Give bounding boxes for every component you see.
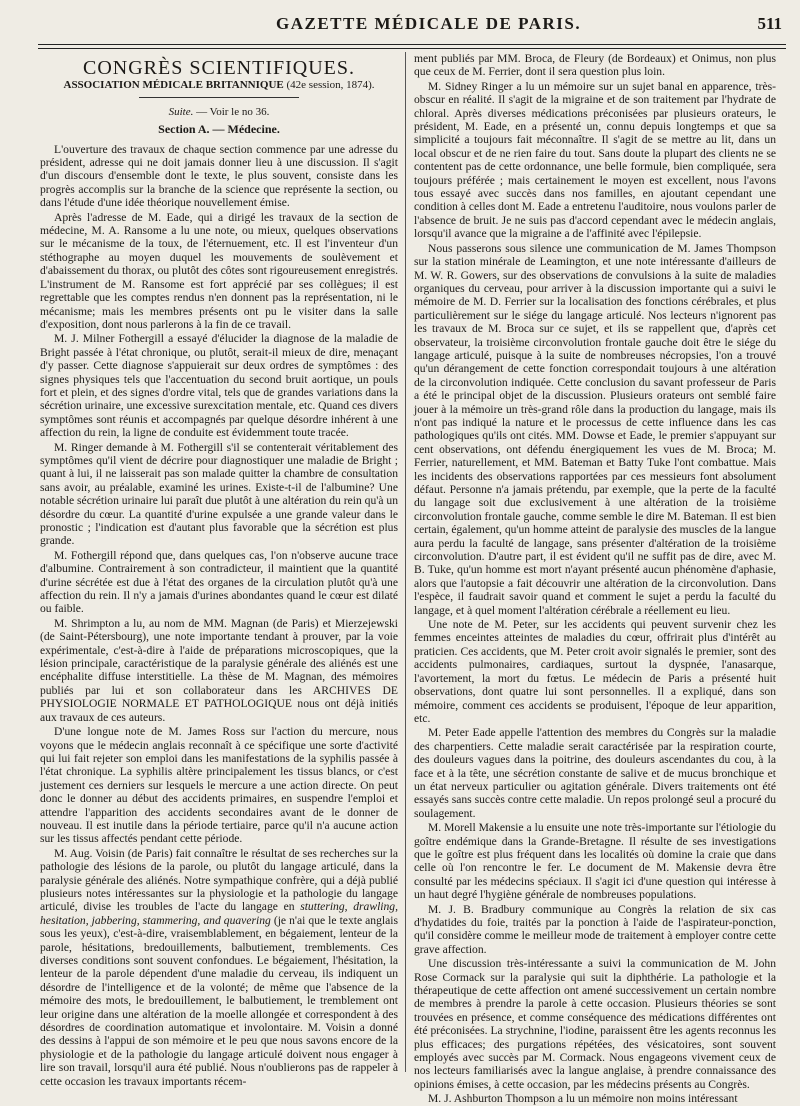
journal-title: GAZETTE MÉDICALE DE PARIS. — [276, 14, 582, 33]
paragraph-2: Après l'adresse de M. Eade, qui a dirigé les travaux de la section de médecine, M. A. Ransome a lu une note, ou mieux, quelques observations sur le mécanisme de la toux, de l'éternuement, etc. Il est l'inventeur d'un stéthographe au moyen duquel les mouvements de soulèvement et d'abaissement du thorax, ou plutôt des côtes sont rigoureusement enregistrés. L'instrument de M. Ransome est fort apprécié par ses collègues; il est regrettable que les comptes rendus n'en donnent pas la représentation, ni le mécanisme; mais les membres présents ont pu le visiter dans la salle d'exposition, dont nous parlerons à la fin de ce travail. — [40, 210, 398, 331]
running-header — [38, 12, 786, 42]
paragraph-8 — [40, 847, 398, 1088]
suite-label: Suite. — [168, 105, 194, 118]
left-column — [40, 52, 398, 1088]
paragraph-r8: M. J. Ashburton Thompson a lu un mémoire non moins intéressant — [428, 1092, 738, 1106]
paragraph-r6: M. J. B. Bradbury communique au Congrès la relation de six cas d'hydatides du foie, traités par la ponction à l'aide de l'aspirateur-ponction, qu'il considère comme le meilleur mode de traitement à employer contre cette grave affection. — [414, 902, 776, 956]
paragraph-continued: ment publiés par MM. Broca, de Fleury (de Bordeaux) et Onimus, non plus que ceux de M. Ferrier, dont il sera question plus loin. — [414, 52, 776, 79]
suite-reference: — Voir le no 36. — [196, 105, 270, 118]
column-divider — [405, 52, 406, 1072]
paragraph-r2: Nous passerons sous silence une communication de M. James Thompson sur la station minérale de Leamington, et une note intéressante d'ailleurs de M. W. R. Gowers, sur des observations de convulsions à la suite de maladies organiques du cerveau, pour arriver à la discussion importante qui a suivi le mémoire de M. D. Ferrier sur la localisation des fonctions cérébrales, et plus particulièrement sur le siége du langage articulé. Nos lecteurs n'ignorent pas les travaux de M. Broca sur ce sujet, et ils se rappellent que, d'après cet observateur, la troisième circonvolution frontale gauche doit être le siége du langage articulé, puisque à la suite de nombreuses nécropsies, l'on a trouvé qu'un dérangement de cette fonction correspondait toujours à une altération de la circonvolution indiquée. Cette conclusion du savant professeur de Paris a été le principal objet de la discussion. Plusieurs orateurs ont semblé faire jouer à la mémoire un très-grand rôle dans la production du langage, mais ils n'ont pas indiqué la nature et le processus de cette influence dans les cas pathologiques qu'ils ont cités. MM. Dowse et Eade, le premier s'appuyant sur cent observations, ont défendu énergiquement les vues de M. Broca; M. Ferrier, naturellement, et MM. Bateman et Batty Tuke l'ont combattue. Mais les incidents des observations rapportées par ces messieurs font absolument défaut. Personne n'a jamais prétendu, par exemple, que la perte de la faculté du langage soit due exclusivement à une altération de la troisième circonvolution frontale gauche, comme semble le dire M. Bateman. Il est bien certain, également, qu'un homme atteint de paralysie des muscles de la langue aura perdu la faculté de langage, sans présenter d'altération de la troisième circonvolution. D'autre part, il est évident qu'il ne suffit pas de dire, avec M. B. Tuke, qu'un homme est mort n'ayant présenté aucun phénomène d'aphasie, alors que l'autopsie a fait découvrir une altération de la circonvolution. Dans l'espèce, il faudrait savoir quand et comment le sujet a perdu la faculté du langage, et à quel moment l'altération cérébrale a réellement eu lieu. — [414, 241, 776, 617]
association-session: (42e session, 1874). — [286, 79, 375, 92]
paragraph-r1: M. Sidney Ringer a lu un mémoire sur un sujet banal en apparence, très-obscur en réalité. Il s'agit de la migraine et de son traitement par l'hydrate de chloral. Après diverses médications préconisées par plusieurs orateurs, le président, M. Eade, en a présenté un, connu depuis longtemps et que sa simplicité a toujours fait méconnaître. Il s'agit de se mettre au lit, dans un local obscur et de ne rien faire du tout. Sans doute la plupart des clients ne se contentent pas de cette ordonnance, une belle formule, bien compliquée, sera toujours préférée ; mais certainement le moyen est excellent, nous l'avons tous essayé avec succès dans nos familles, en ajoutant cependant une condition à celles dont M. Eade a entretenu l'auditoire, nous voulons parler de l'absence de bruit. Je ne suis pas d'accord cependant avec le médecin anglais, lorsqu'il avance que la migraine a de l'affinité avec l'épilepsie. — [414, 79, 776, 241]
paragraph-r3: Une note de M. Peter, sur les accidents qui peuvent survenir chez les femmes enceintes atteintes de maladies du cœur, offrirait plus d'intérêt au praticien. Ces accidents, que M. Peter croit avoir signalés le premier, sont des accidents pulmonaires, cardiaques, surtout la dyspnée, l'anasarque, l'avortement, la mort du fœtus. Le médecin de Paris a présenté huit observations, dont quatre lui sont personnelles. Il a expliqué, dans son mémoire, comment ces accidents se produisent, l'époque de leur apparition, etc. — [414, 618, 776, 725]
paragraph-7: D'une longue note de M. James Ross sur l'action du mercure, nous voyons que le médecin anglais reconnaît à ce spécifique une sorte d'activité qui lui fait rejeter son emploi dans les manifestations de la syphilis passée à l'état chronique. La syphilis altère principalement les tissus blancs, or c'est justement ces derniers sur lesquels le mercure a une action directe. On peut donc le donner au début des accidents primaires, en suspendre l'emploi et attendre l'apparition des accidents secondaires avant de le donner de nouveau. Il est inutile dans la période tertiaire, parce qu'il n'a aucune action sur les tissus affectés pendant cette période. — [40, 725, 398, 846]
paragraph-8-terms: stuttering, drawling, hesitation, jabbering, stammering, and quavering — [40, 900, 398, 927]
paragraph-r5: M. Morell Makensie a lu ensuite une note très-importante sur l'étiologie du goître endémique dans la Grande-Bretagne. Il résulte de ses investigations que le goître est plus fréquent dans les localités où domine la craie que dans celle où l'on rencontre le fer. Le document de M. Makensie devra être consulté par les médecins spéciaux. Il s'agit ici d'une question qui intéresse à un haut degré l'hygiène générale de nombreuses populations. — [414, 821, 776, 902]
paragraph-3: M. J. Milner Fothergill a essayé d'élucider la diagnose de la maladie de Bright passée à l'état chronique, ou plutôt, serait-il mieux de dire, menaçant d'y passer. Cette diagnose s'appuierait sur deux ordres de symptômes : des signes physiques tels que l'accentuation du second bruit aortique, un pouls fort et plein, et des signes d'ordre vital, tels que de grandes variations dans la sécrétion urinaire, une excessive surexcitation mentale, etc. Quand ces divers symptômes sont réunis et accompagnés par quelque désordre inhérent à une affection du rein, la ligne de conduite est évidemment toute tracée. — [40, 332, 398, 440]
paragraph-8-end: (je n'ai que le texte anglais sous les yeux), c'est-à-dire, vraisemblablement, en bégaiement, lenteur de la parole, hésitations, bredouillements, balbutiement, tremblements. Ces diverses conditions sont souvent confondues. Le bégaiement, l'hésitation, la lenteur de la parole dépendent d'une maladie du cerveau, ils indiquent un désordre de l'intelligence et de la volonté; de même que l'absence de la mémoire des mots, le bredouillement, le balbutiement, le tremblement ont leur origine dans une altération de la moelle allongée et correspondent à des désordres de coordination automatique et involontaire. M. Voisin a donné des dessins à l'appui de son mémoire et le peu que nous savons encore de la physiologie et de la pathologie du langage articulé doivent nous engager à lire son travail, lorsqu'il aura été publié. Nous n'oublierons pas de rappeler à cette occasion les travaux importants récem- — [40, 913, 398, 1088]
subsection-title: Section A. — Médecine. — [158, 122, 280, 137]
section-heading: CONGRÈS SCIENTIFIQUES. — [82, 57, 356, 79]
paragraph-8-start: M. Aug. Voisin (de Paris) fait connaître le résultat de ses recherches sur la pathologie des lésions de la parole, ou plutôt du langage articulé, dans la paralysie générale des aliénés. Notre sympathique confrère, qui a déjà publié plusieurs notes intéressantes sur la physiologie et la pathologie du langage articulé, divise les troubles de l'acte du langage en — [40, 846, 398, 914]
paragraph-4: M. Ringer demande à M. Fothergill s'il se contenterait véritablement des symptômes qu'il vient de décrire pour diagnostiquer une maladie de Bright ; quant à lui, il ne laisserait pas son malade quitter la chambre de consultation sans avoir, au préalable, examiné les urines. Existe-t-il de l'albumine? Une notable sécrétion urinaire lui paraît due plutôt à une altération du rein qu'à un désordre du cœur. La quantité d'urine expulsée a une grande valeur dans le pronostic ; l'indication est d'autant plus favorable que la sécrétion est plus grande. — [40, 440, 398, 548]
paragraph-5: M. Fothergill répond que, dans quelques cas, l'on n'observe aucune trace d'albumine. Contrairement à son contradicteur, il maintient que la quantité d'urine sécrétée est due à l'état des organes de la circulation plutôt qu'à une affection du rein. Il n'y a jamais d'urines abondantes quand le cœur est dilaté ou faible. — [40, 548, 398, 616]
paragraph-r7: Une discussion très-intéressante a suivi la communication de M. John Rose Cormack sur la paralysie qui suit la diphthérie. La pathologie et la thérapeutique de cette affection ont amené successivement un certain nombre de membres à prendre la parole à cette occasion. Plusieurs théories se sont trouvées en présence, et comme conséquence des médications différentes ont été préconisées. La strychnine, l'iodine, paraissent être les agents reconnus les plus efficaces; des purgations répétées, des vésicatoires, sont souvent employés avec succès par M. Cormack. Nous engageons vivement ceux de nos lecteurs familiarisés avec la langue anglaise, à prendre connaissance des opinions émises, à cette occasion, par les médecins présents au Congrès. — [414, 957, 776, 1091]
paragraph-r4: M. Peter Eade appelle l'attention des membres du Congrès sur la maladie des charpentiers. Cette maladie serait caractérisée par la respiration courte, des douleurs vagues dans la poitrine, des douleurs ascendantes du cou, à la face et à la tête, une sécrétion constante de salive et de mucus bronchique et un état nerveux particulier ou agitation générale. Divers traitements ont été essayés sans succès contre cette maladie. Un repos prolongé seul a procuré du soulagement. — [414, 726, 776, 820]
paragraph-1: L'ouverture des travaux de chaque section commence par une adresse du président, adresse qui ne doit jamais donner lieu à une discussion. Il s'agit d'un discours d'ensemble dont le texte, le plus souvent, consiste dans les progrès accomplis sur la branche de la science que représente la section, ou dans l'étude d'une idée théorique nouvellement émise. — [40, 142, 398, 210]
page-number: 511 — [757, 14, 782, 33]
association-line — [40, 79, 398, 92]
header-rule-thin — [38, 48, 786, 49]
association-name: ASSOCIATION MÉDICALE BRITANNIQUE — [63, 79, 284, 92]
right-column — [414, 52, 776, 1106]
header-rule — [38, 44, 786, 45]
paragraph-6: M. Shrimpton a lu, au nom de MM. Magnan (de Paris) et Mierzejewski (de Saint-Pétersbourg), une note importante tendant à prouver, par la voie expérimentale, c'est-à-dire à l'aide de préparations microscopiques, que la lésion principale, caractéristique de la paralysie générale des aliénés est une encéphalite diffuse interstitielle. La thèse de M. Magnan, des mémoires publiés par lui et son collaborateur dans les ARCHIVES DE PHYSIOLOGIE NORMALE ET PATHOLOGIQUE nous ont déjà initiés aux travaux de ces auteurs. — [40, 616, 398, 724]
heading-rule — [139, 97, 299, 98]
continuation-note — [40, 106, 398, 119]
